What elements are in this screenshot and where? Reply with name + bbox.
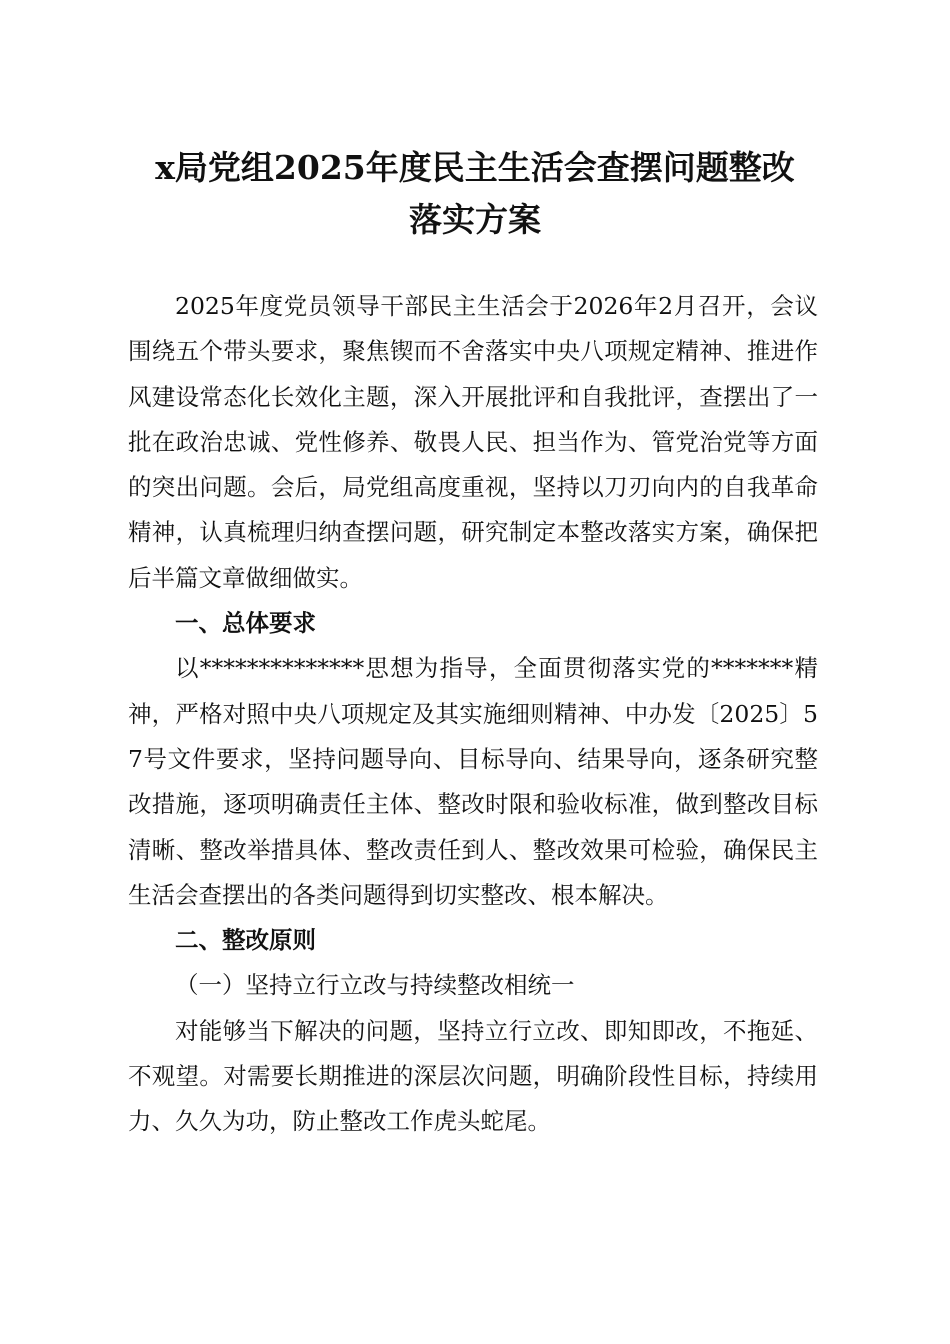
document-title-line-1: x局党组2025年度民主生活会查摆问题整改 (155, 148, 795, 187)
subheading-principle-1: （一）坚持立行立改与持续整改相统一 (175, 971, 575, 1000)
document-body (128, 284, 818, 1145)
principle-1-paragraph: 对能够当下解决的问题，坚持立行立改、即知即改，不拖延、不观望。对需要长期推进的深层次问题，明确阶段性目标，持续用力、久久为功，防止整改工作虎头蛇尾。 (128, 1016, 818, 1136)
section-heading-rectification-principles: 二、整改原则 (175, 926, 316, 955)
intro-paragraph: 2025年度党员领导干部民主生活会于2026年2月召开，会议围绕五个带头要求，聚焦锲而不舍落实中央八项规定精神、推进作风建设常态化长效化主题，深入开展批评和自我批评，查摆出了一批在政治忠诚、党性修养、敬畏人民、担当作为、管党治党等方面的突出问题。会后，局党组高度重视，坚持以刀刃向内的自我革命精神，认真梳理归纳查摆问题，研究制定本整改落实方案，确保把后半篇文章做细做实。 (128, 292, 818, 592)
document-title-line-2: 落实方案 (409, 200, 541, 239)
section-heading-general-requirements: 一、总体要求 (175, 609, 316, 638)
general-requirements-paragraph: 以**************思想为指导，全面贯彻落实党的*******精神，严格对照中央八项规定及其实施细则精神、中办发〔2025〕57号文件要求，坚持问题导向、目标导向、结果导向，逐条研究整改措施，逐项明确责任主体、整改时限和验收标准，做到整改目标清晰、整改举措具体、整改责任到人、整改效果可检验，确保民主生活会查摆出的各类问题得到切实整改、根本解决。 (128, 654, 818, 909)
